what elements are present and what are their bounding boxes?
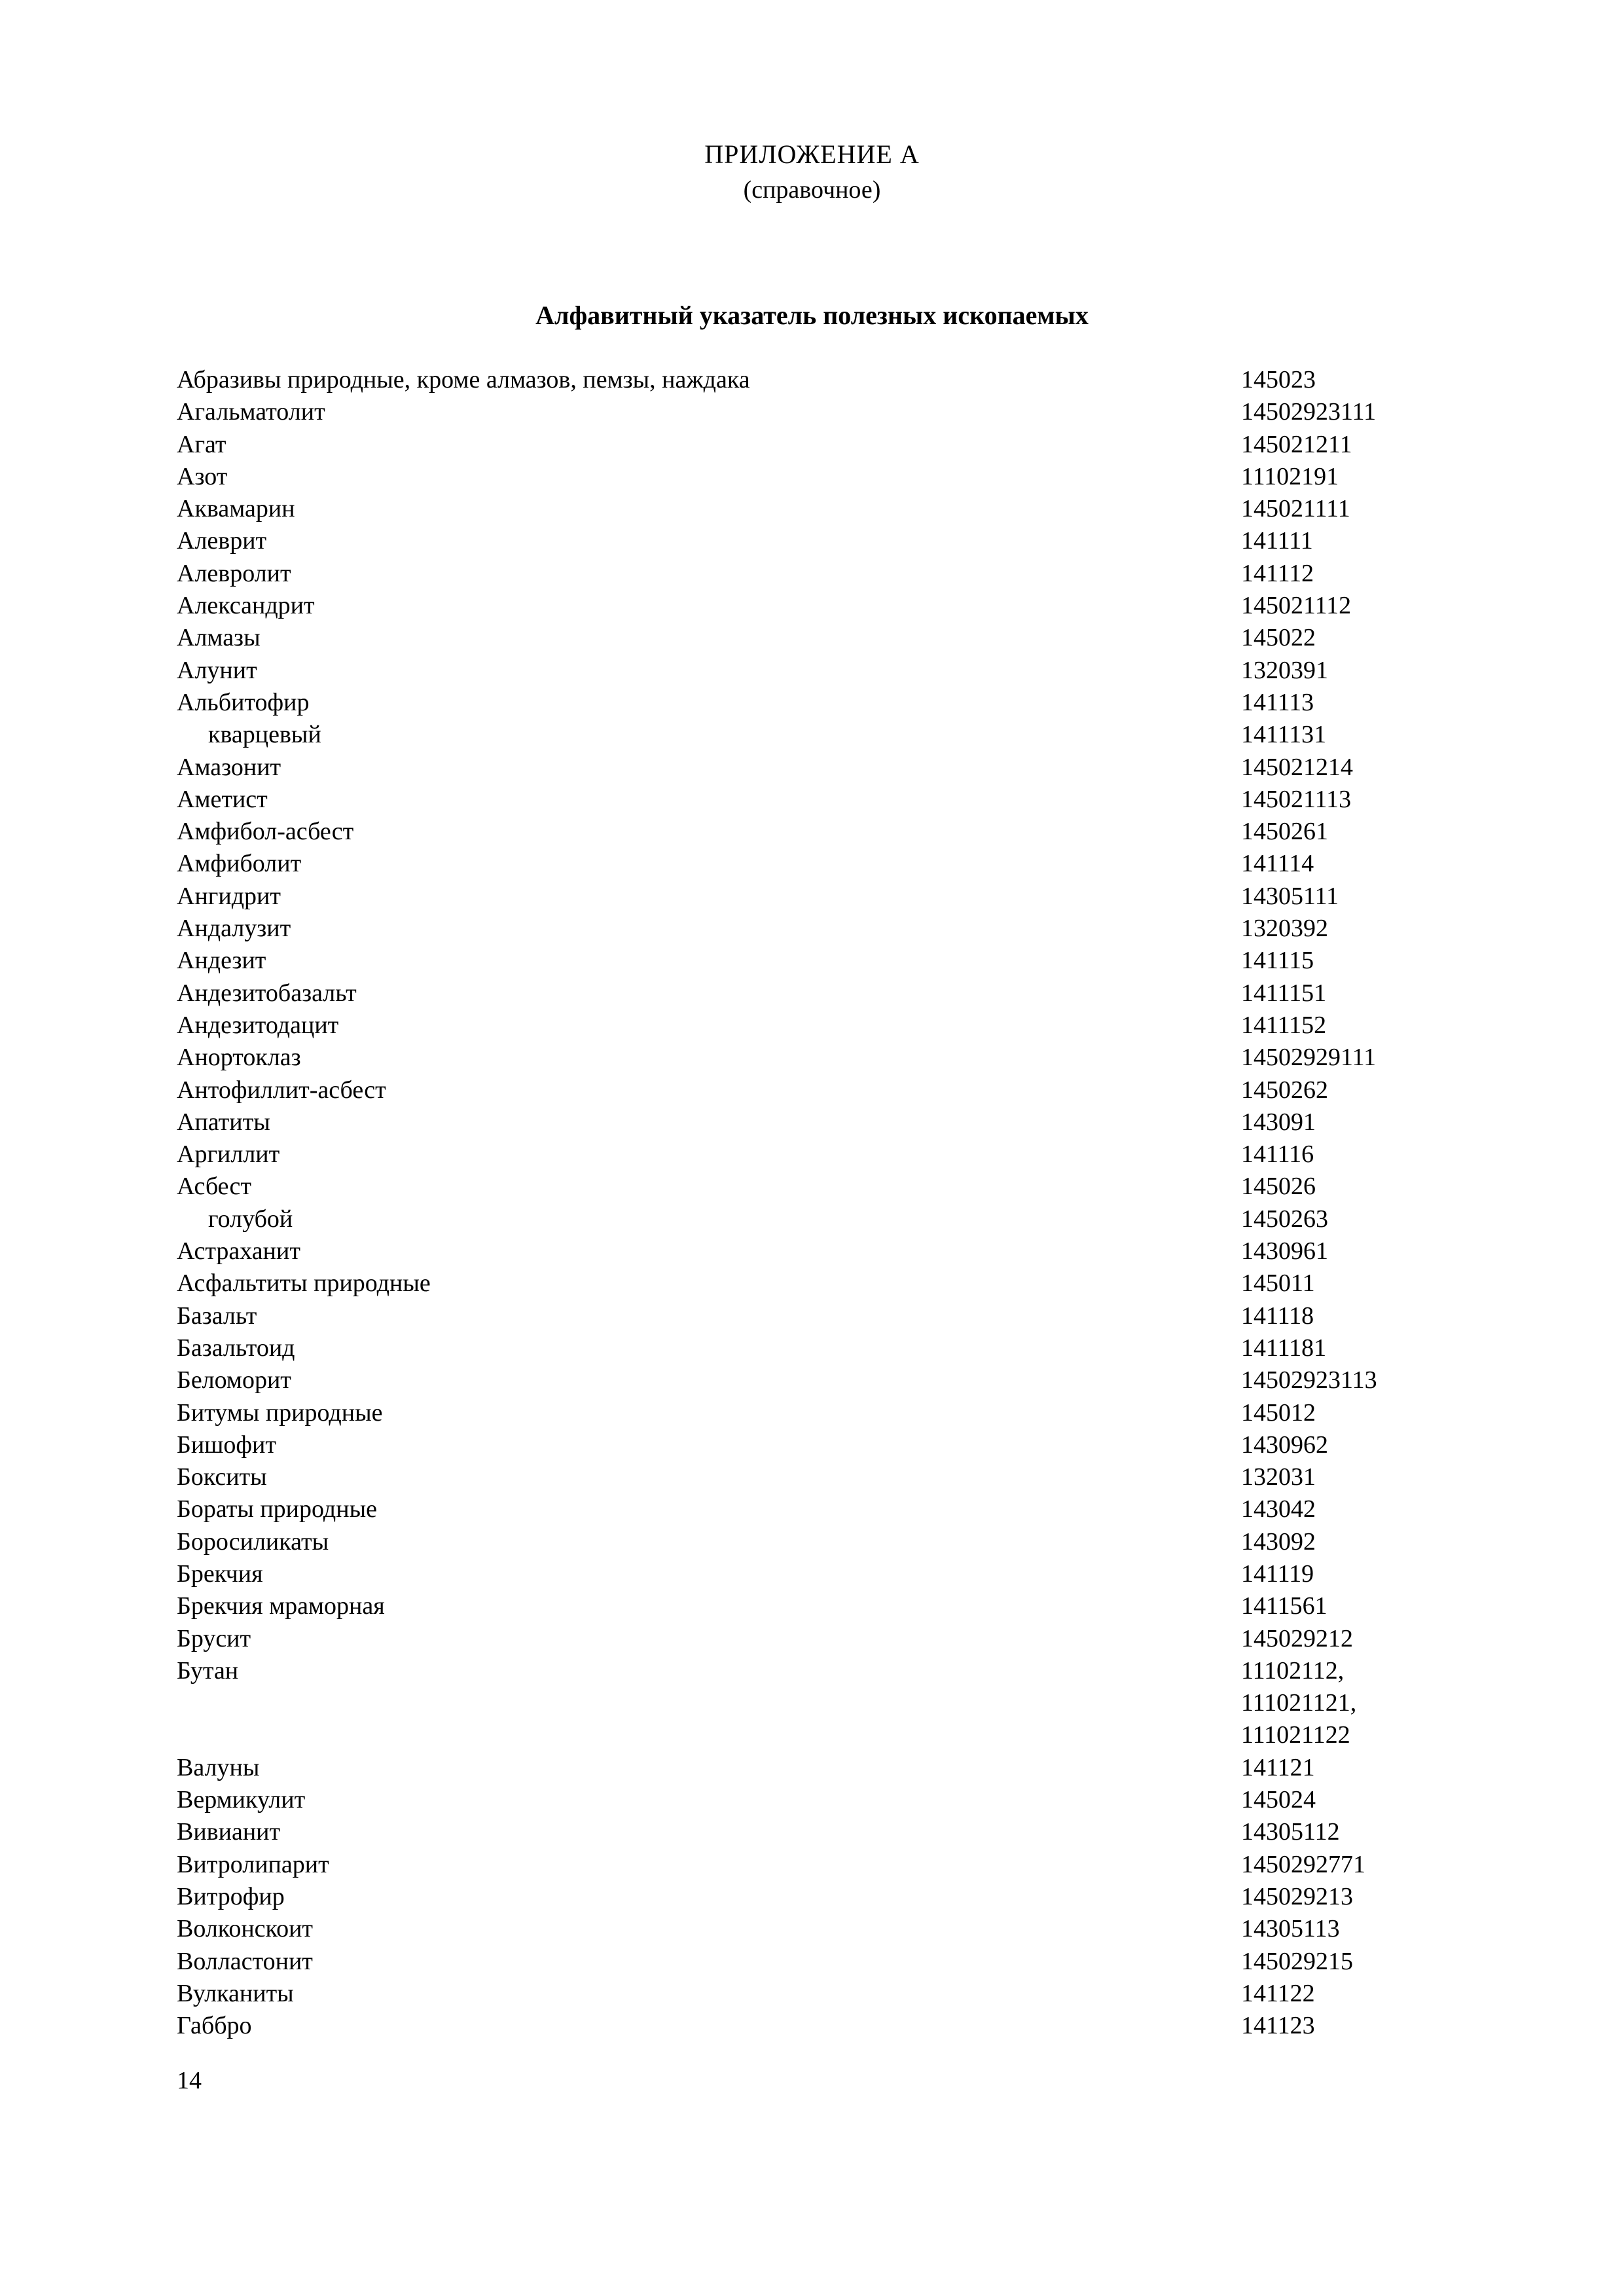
index-entry [177, 913, 1453, 945]
index-entry-term: Анортоклаз [177, 1044, 301, 1072]
index-entry-code: 141121 [1241, 1753, 1315, 1781]
index-entry-code: 145021113 [1241, 785, 1352, 813]
index-entry [177, 1397, 1453, 1429]
index-entry-term: Базальтоид [177, 1334, 295, 1362]
index-entry-code: 145021211 [1241, 430, 1352, 458]
index-entry [177, 1913, 1453, 1945]
index-entry-term: Аргиллит [177, 1140, 280, 1169]
index-entry-term: Алевролит [177, 559, 291, 587]
index-entry [177, 1752, 1453, 1784]
index-entry-term: Астраханит [177, 1237, 300, 1266]
index-entry-term: Брекчия мраморная [177, 1592, 385, 1620]
index-entry-term: Агальматолит [177, 398, 325, 426]
index-entry-code: 145029215 [1241, 1947, 1353, 1975]
index-entry [177, 2010, 1453, 2042]
index-entry [177, 1042, 1453, 1074]
index-entry-code: 14305112 [1241, 1818, 1340, 1846]
index-entry [177, 719, 1453, 751]
index-entry-code: 11102112, [1241, 1656, 1344, 1685]
index-entry-code: 141115 [1241, 947, 1314, 975]
index-entry-code: 143091 [1241, 1108, 1316, 1136]
index-entry-code: 145022 [1241, 624, 1316, 652]
index-entry [177, 1139, 1453, 1171]
appendix-title: ПРИЛОЖЕНИЕ А [704, 139, 920, 169]
index-entry-code: 141111 [1241, 527, 1313, 555]
index-entry-term: Аквамарин [177, 495, 295, 523]
index-entry [177, 1687, 1453, 1719]
index-entry-code: 14305113 [1241, 1915, 1340, 1943]
index-entry [177, 1429, 1453, 1461]
page-number: 14 [177, 2067, 202, 2094]
index-entry-code: 11102191 [1241, 462, 1339, 490]
index-entry-code: 145021111 [1241, 495, 1350, 523]
index-entry-code: 1411181 [1241, 1334, 1327, 1362]
index-entry-term: Бокситы [177, 1463, 267, 1491]
index-entry [177, 1881, 1453, 1913]
index-entry-code: 1411561 [1241, 1592, 1327, 1620]
index-entry [177, 1364, 1453, 1396]
index-entry-code: 14502923111 [1241, 398, 1377, 426]
index-entry-code: 1450263 [1241, 1205, 1328, 1233]
index-entry-code: 1430961 [1241, 1237, 1328, 1266]
index-entry-term: Алмазы [177, 624, 261, 652]
index-entry [177, 1816, 1453, 1848]
index-entry-term: Андалузит [177, 915, 291, 943]
index-entry-code: 1411131 [1241, 721, 1327, 749]
index-entry [177, 1526, 1453, 1558]
index-entry-term: Волконскоит [177, 1915, 314, 1943]
index-entry-term: Боросиликаты [177, 1527, 329, 1556]
index-entry [177, 752, 1453, 784]
index-entry-term: Габбро [177, 2012, 252, 2040]
index-entry [177, 1784, 1453, 1816]
index-entry-term: Витрофир [177, 1882, 285, 1910]
index-entry [177, 396, 1453, 428]
index-entry [177, 1493, 1453, 1525]
index-entry [177, 1946, 1453, 1978]
index-entry [177, 1558, 1453, 1590]
index-entry [177, 622, 1453, 654]
index-entry [177, 1461, 1453, 1493]
index-entry [177, 429, 1453, 461]
index-entry [177, 881, 1453, 913]
index-entry-term: Битумы природные [177, 1398, 383, 1427]
index-entry-code: 141116 [1241, 1140, 1314, 1169]
index-entry-code: 145029213 [1241, 1882, 1353, 1910]
index-entry [177, 848, 1453, 880]
index-entry [177, 1235, 1453, 1267]
index-entry-term: Беломорит [177, 1366, 291, 1394]
index-entry-code: 141112 [1241, 559, 1314, 587]
index-entry-term: Агат [177, 430, 226, 458]
index-entry-term: Волластонит [177, 1947, 313, 1975]
index-entry [177, 977, 1453, 1010]
index-entry-code: 145024 [1241, 1786, 1316, 1814]
index-entry-code: 1450262 [1241, 1076, 1328, 1104]
index-entry-term: Валуны [177, 1753, 260, 1781]
index-entry [177, 687, 1453, 719]
index-entry-code: 1320392 [1241, 915, 1328, 943]
appendix-subtitle: (справочное) [743, 176, 881, 204]
index-entry-code: 145012 [1241, 1398, 1316, 1427]
index-entry-term: Вермикулит [177, 1786, 306, 1814]
index-entry [177, 590, 1453, 622]
index-entry-term: Бораты природные [177, 1495, 377, 1523]
index-heading: Алфавитный указатель полезных ископаемых [535, 301, 1089, 330]
index-entry [177, 1332, 1453, 1364]
index-entry-term: Брекчия [177, 1559, 263, 1588]
index-entry [177, 655, 1453, 687]
index-entry-code: 141114 [1241, 850, 1314, 878]
index-entry [177, 1106, 1453, 1139]
index-entry [177, 364, 1453, 396]
index-entry [177, 1267, 1453, 1300]
index-entry-code: 1450292771 [1241, 1850, 1365, 1878]
index-entry-code: 1430962 [1241, 1430, 1328, 1459]
index-entry-term: Андезитодацит [177, 1011, 339, 1039]
index-entry-term: Александрит [177, 592, 315, 620]
index-entry-term: Апатиты [177, 1108, 270, 1136]
index-entry-term: Ангидрит [177, 882, 281, 910]
index-entry [177, 525, 1453, 557]
index-entry-term: Вулканиты [177, 1979, 294, 2007]
index-entry-code: 145029212 [1241, 1624, 1353, 1652]
index-entry-code: 14305111 [1241, 882, 1339, 910]
index-entry [177, 1655, 1453, 1687]
index-entry [177, 1719, 1453, 1751]
index-entry-list [177, 364, 1453, 2042]
index-entry-term: Алеврит [177, 527, 267, 555]
index-entry-code: 132031 [1241, 1463, 1316, 1491]
index-entry-term: кварцевый [208, 721, 321, 749]
index-entry-code: 143042 [1241, 1495, 1316, 1523]
index-entry-code: 145021214 [1241, 753, 1353, 781]
index-entry-term: Амазонит [177, 753, 281, 781]
index-entry-term: Бутан [177, 1656, 239, 1685]
index-entry-code: 145011 [1241, 1269, 1315, 1298]
index-entry-term: Асбест [177, 1173, 251, 1201]
index-entry-term: Амфибол-асбест [177, 818, 354, 846]
index-entry [177, 816, 1453, 848]
index-entry-term: Амфиболит [177, 850, 302, 878]
index-entry [177, 1010, 1453, 1042]
index-entry-code: 145023 [1241, 366, 1316, 393]
index-entry-term: Алунит [177, 656, 257, 684]
index-entry-code: 141113 [1241, 688, 1314, 716]
index-entry [177, 1978, 1453, 2010]
index-entry-code: 141123 [1241, 2012, 1315, 2040]
index-entry-term: Аметист [177, 785, 268, 813]
index-entry [177, 1623, 1453, 1655]
index-entry [177, 945, 1453, 977]
index-entry-term: Витролипарит [177, 1850, 329, 1878]
index-entry-term: Вивианит [177, 1818, 281, 1846]
index-entry [177, 558, 1453, 590]
index-entry-term: Азот [177, 462, 228, 490]
index-entry-code: 1411152 [1241, 1011, 1327, 1039]
index-entry-code: 14502923113 [1241, 1366, 1377, 1394]
index-entry-term: Андезит [177, 947, 266, 975]
index-entry [177, 1849, 1453, 1881]
index-entry-code: 141122 [1241, 1979, 1315, 2007]
index-entry-term: Антофиллит-асбест [177, 1076, 386, 1104]
index-entry-code: 145021112 [1241, 592, 1352, 620]
index-entry [177, 1203, 1453, 1235]
index-entry-code: 111021122 [1241, 1721, 1350, 1749]
index-entry-code: 1450261 [1241, 818, 1328, 846]
index-entry-code: 141118 [1241, 1302, 1314, 1330]
index-entry-code: 145026 [1241, 1173, 1316, 1201]
index-entry [177, 784, 1453, 816]
index-entry [177, 1074, 1453, 1106]
index-entry-code: 14502929111 [1241, 1044, 1377, 1072]
index-entry [177, 1590, 1453, 1622]
index-entry-term: голубой [208, 1205, 293, 1233]
index-entry [177, 1300, 1453, 1332]
index-entry-term: Альбитофир [177, 688, 310, 716]
index-entry [177, 461, 1453, 493]
index-entry-term: Абразивы природные, кроме алмазов, пемзы, наждака [177, 366, 750, 393]
index-entry-code: 141119 [1241, 1559, 1314, 1588]
index-entry-term: Бишофит [177, 1430, 276, 1459]
index-entry-code: 111021121, [1241, 1689, 1357, 1717]
index-entry [177, 493, 1453, 525]
index-entry-term: Базальт [177, 1302, 257, 1330]
index-entry-code: 1320391 [1241, 656, 1328, 684]
index-entry-term: Асфальтиты природные [177, 1269, 431, 1298]
index-entry-code: 143092 [1241, 1527, 1316, 1556]
index-entry-code: 1411151 [1241, 979, 1327, 1007]
index-entry [177, 1171, 1453, 1203]
index-entry-term: Брусит [177, 1624, 251, 1652]
index-entry-term: Андезитобазальт [177, 979, 357, 1007]
